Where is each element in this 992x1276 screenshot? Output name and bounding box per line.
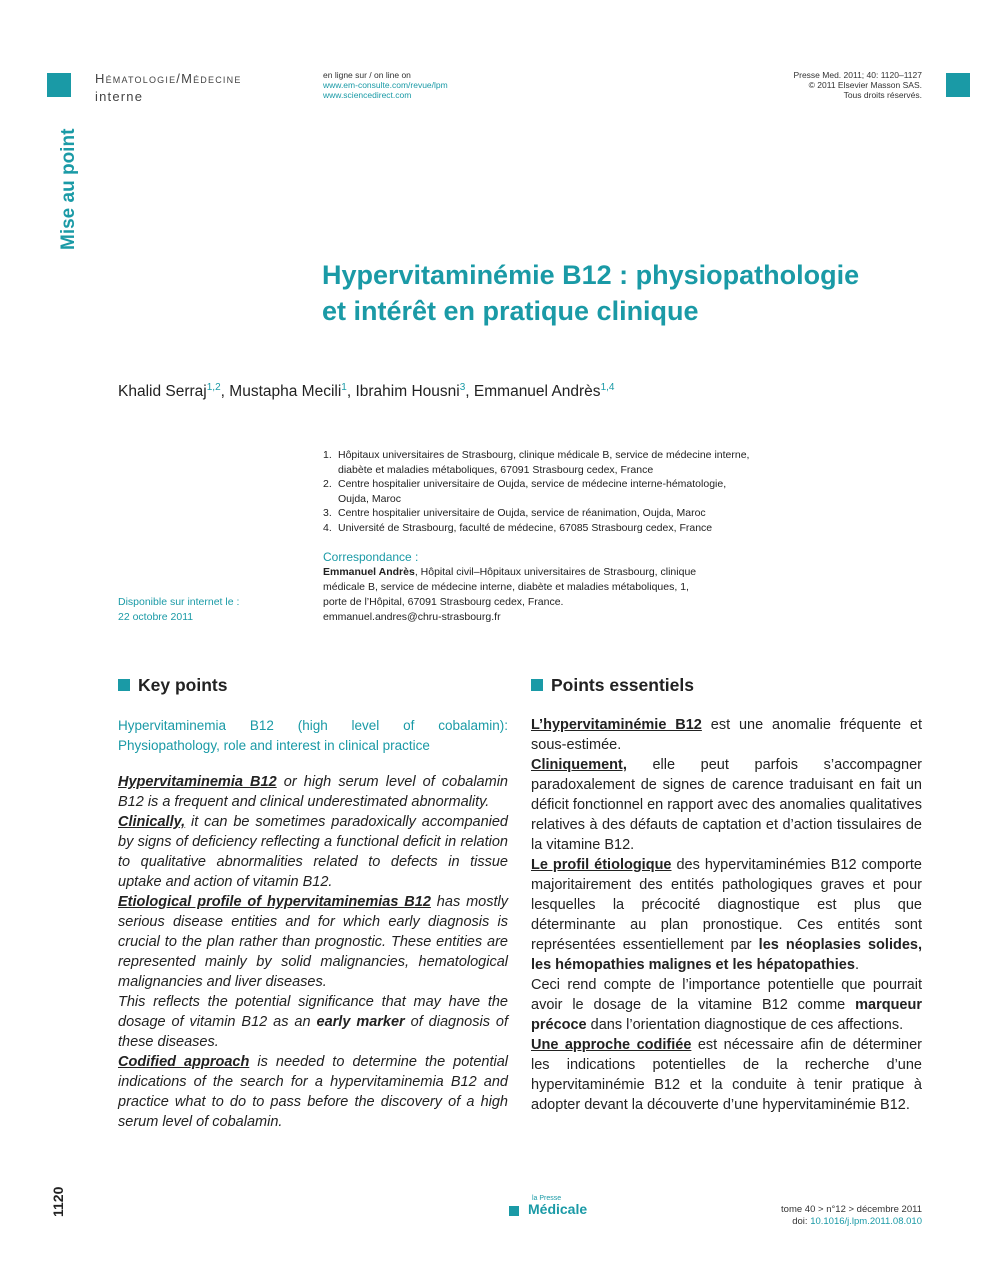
point-text: Ceci rend compte de l’importance potentielle que pourrait avoir le dosage de la vitamine B12 comme [531,977,922,1013]
key-point-paragraph [118,812,508,892]
online-url-em-consulte[interactable]: www.em-consulte.com/revue/lpm [323,80,448,90]
points-essentiels-heading [531,675,694,696]
correspondence-heading: Correspondance : [323,550,419,564]
section-type-label [20,118,100,248]
author-affil-ref: 1 [341,382,347,393]
author-name: Khalid Serraj [118,383,207,401]
key-point-text: it can be sometimes paradoxically accompanied by signs of deficiency reflecting a functional deficit in relation to qualitative abnormalities related to defects in tissue uptake and action of vitamin B12. [118,814,508,890]
affiliation-text: Centre hospitalier universitaire de Oujda, service de médecine interne-hématologie, Oujda, Maroc [338,478,727,505]
point-emphasis: les néoplasies solides, les hémopathies malignes et les hépatopathies [531,937,922,973]
author-separator: , [220,383,230,401]
availability-value: 22 octobre 2011 [118,611,194,623]
footer-issue-info [700,1204,922,1228]
logo-small-text: la Presse [532,1195,562,1202]
author-list [118,382,614,401]
header-accent-square-left [47,73,71,97]
author-affil-ref: 3 [459,382,466,393]
key-point-paragraph [118,1052,508,1132]
section-type-text: Mise au point [58,128,79,250]
correspondence-address-2: médicale B, service de médecine interne, diabète et maladies métaboliques, 1, [323,581,689,593]
affiliation-item [323,477,753,506]
online-availability [323,70,448,100]
affiliation-text: Centre hospitalier universitaire de Oujda, service de réanimation, Oujda, Maroc [338,507,706,519]
author-affil-ref: 1,2 [206,382,221,393]
key-point-text: has mostly serious disease entities and for which early diagnosis is crucial to the plan rather than prognostic. These entities are represented mainly by solid malignancies, hematological malignancies and liver diseases. [118,894,508,990]
correspondence-address-1: , Hôpital civil–Hôpitaux universitaires de Strasbourg, clinique [414,566,697,578]
issue-line: tome 40 > n°12 > décembre 2011 [781,1204,922,1215]
title-line-1: Hypervitaminémie B12 : physiopathologie [322,260,860,290]
affiliation-item [323,506,753,521]
affiliation-text: Université de Strasbourg, faculté de médecine, 67085 Strasbourg cedex, France [338,521,713,534]
key-point-paragraph [118,992,508,1052]
author-name: Emmanuel Andrès [473,383,601,401]
point-text: est nécessaire afin de déterminer les indications potentielles de la recherche d’une hypervitaminémie B12 et la conduite à tenir pratique à adopter devant la découverte d’une hypervitaminémie B12. [531,1037,922,1113]
point-emphasis: Le profil étiologique [531,857,672,873]
key-point-text: is needed to determine the potential indications of the search for a hypervitaminemia B12 and practice what to do to pass before the discovery of a high serum level of cobalamin. [118,1054,508,1130]
author-affil-ref: 1,4 [600,382,615,393]
bullet-square-icon [531,679,543,691]
online-label: en ligne sur / on line on [323,70,411,80]
point-paragraph [531,975,922,1035]
point-emphasis: Cliniquement, [531,757,627,773]
key-point-emphasis: early marker [316,1014,405,1030]
point-paragraph [531,755,922,855]
copyright-line: © 2011 Elsevier Masson SAS. [808,80,922,90]
online-url-sciencedirect[interactable]: www.sciencedirect.com [323,90,412,100]
key-point-text: or high serum level of cobalamin B12 is a frequent and clinical underestimated abnormality. [118,774,508,810]
points-essentiels-heading-text: Points essentiels [551,675,694,695]
logo-square-icon [509,1206,519,1216]
doi-link[interactable]: 10.1016/j.lpm.2011.08.010 [810,1216,922,1227]
affiliation-number: 3. [323,507,332,519]
key-points-heading-text: Key points [138,675,228,695]
article-title [322,257,922,329]
citation-line: Presse Med. 2011; 40: 1120–1127 [793,70,922,80]
correspondence-name: Emmanuel Andrès [323,566,415,578]
affiliation-number: 1. [323,449,332,461]
logo-big-text: Médicale [528,1201,588,1217]
affiliation-text: Hôpitaux universitaires de Strasbourg, clinique médicale B, service de médecine interne, diabète et maladies métaboliques, 67091 Strasbourg cedex, France [338,449,750,476]
affiliation-item [323,448,753,477]
page-number-text: 1120 [50,1186,66,1217]
doi-label: doi: [792,1216,811,1227]
page-number [40,1180,80,1220]
key-point-emphasis: Etiological profile of hypervitaminemias B12 [118,894,431,910]
journal-rubric [95,70,242,106]
english-title: Hypervitaminemia B12 (high level of cobalamin): Physiopathology, role and interest in clinical practice [118,718,508,753]
affiliation-item [323,521,753,536]
author-name: Ibrahim Housni [355,383,460,401]
rights-line: Tous droits réservés. [843,90,922,100]
affiliation-number: 2. [323,478,332,490]
point-text: . [854,957,859,973]
point-text: est une anomalie fréquente et sous-estimée. [531,717,923,753]
availability-date [118,595,239,625]
point-paragraph [531,1035,922,1115]
point-text: dans l’orientation diagnostique de ces affections. [586,1017,904,1033]
key-points-heading [118,675,227,696]
bullet-square-icon [118,679,130,691]
key-point-paragraph [118,892,508,992]
point-text: des hypervitaminémies B12 comporte majoritairement des entités pathologiques graves et pour lesquelles la précocité diagnostique est plus que déterminante au plan pronostique. Ces entités sont représentées essentiellement par [531,857,922,953]
point-paragraph [531,715,922,755]
point-emphasis: L’hypervitaminémie B12 [531,717,702,733]
header-accent-square-right [946,73,970,97]
key-point-paragraph [118,772,508,812]
key-points-body [118,772,508,1132]
key-point-emphasis: Hypervitaminemia B12 [118,774,277,790]
key-point-text: of diagnosis of these diseases. [118,1014,508,1050]
point-emphasis: Une approche codifiée [531,1037,692,1053]
point-paragraph [531,855,922,975]
title-line-2: et intérêt en pratique clinique [322,296,699,326]
author-separator: , [465,383,474,401]
author-name: Mustapha Mecili [229,383,342,401]
rubric-line-1: Hématologie/Médecine [95,71,242,86]
key-point-emphasis: Clinically, [118,814,186,830]
correspondence-address-3: porte de l’Hôpital, 67091 Strasbourg cedex, France. [323,596,564,608]
key-point-emphasis: Codified approach [118,1054,250,1070]
citation-block [700,70,922,100]
points-essentiels-body [531,715,922,1115]
rubric-line-2: interne [95,89,144,104]
correspondence-block [323,550,733,625]
author-separator: , [346,383,356,401]
availability-label: Disponible sur internet le : [118,596,240,608]
affiliation-list [323,448,753,535]
point-text: elle peut parfois s’accompagner paradoxalement de signes de carence traduisant en fait un déficit fonctionnel en rapport avec des anomalies qualitatives relatives à des défauts de captation et d’action tissulaires de la vitamine B12. [531,757,922,853]
affiliation-number: 4. [323,521,332,534]
key-point-text: This reflects the potential significance that may have the dosage of vitamin B12 as an [118,994,508,1030]
point-emphasis: marqueur précoce [531,997,922,1033]
correspondence-email[interactable]: emmanuel.andres@chru-strasbourg.fr [323,611,501,623]
